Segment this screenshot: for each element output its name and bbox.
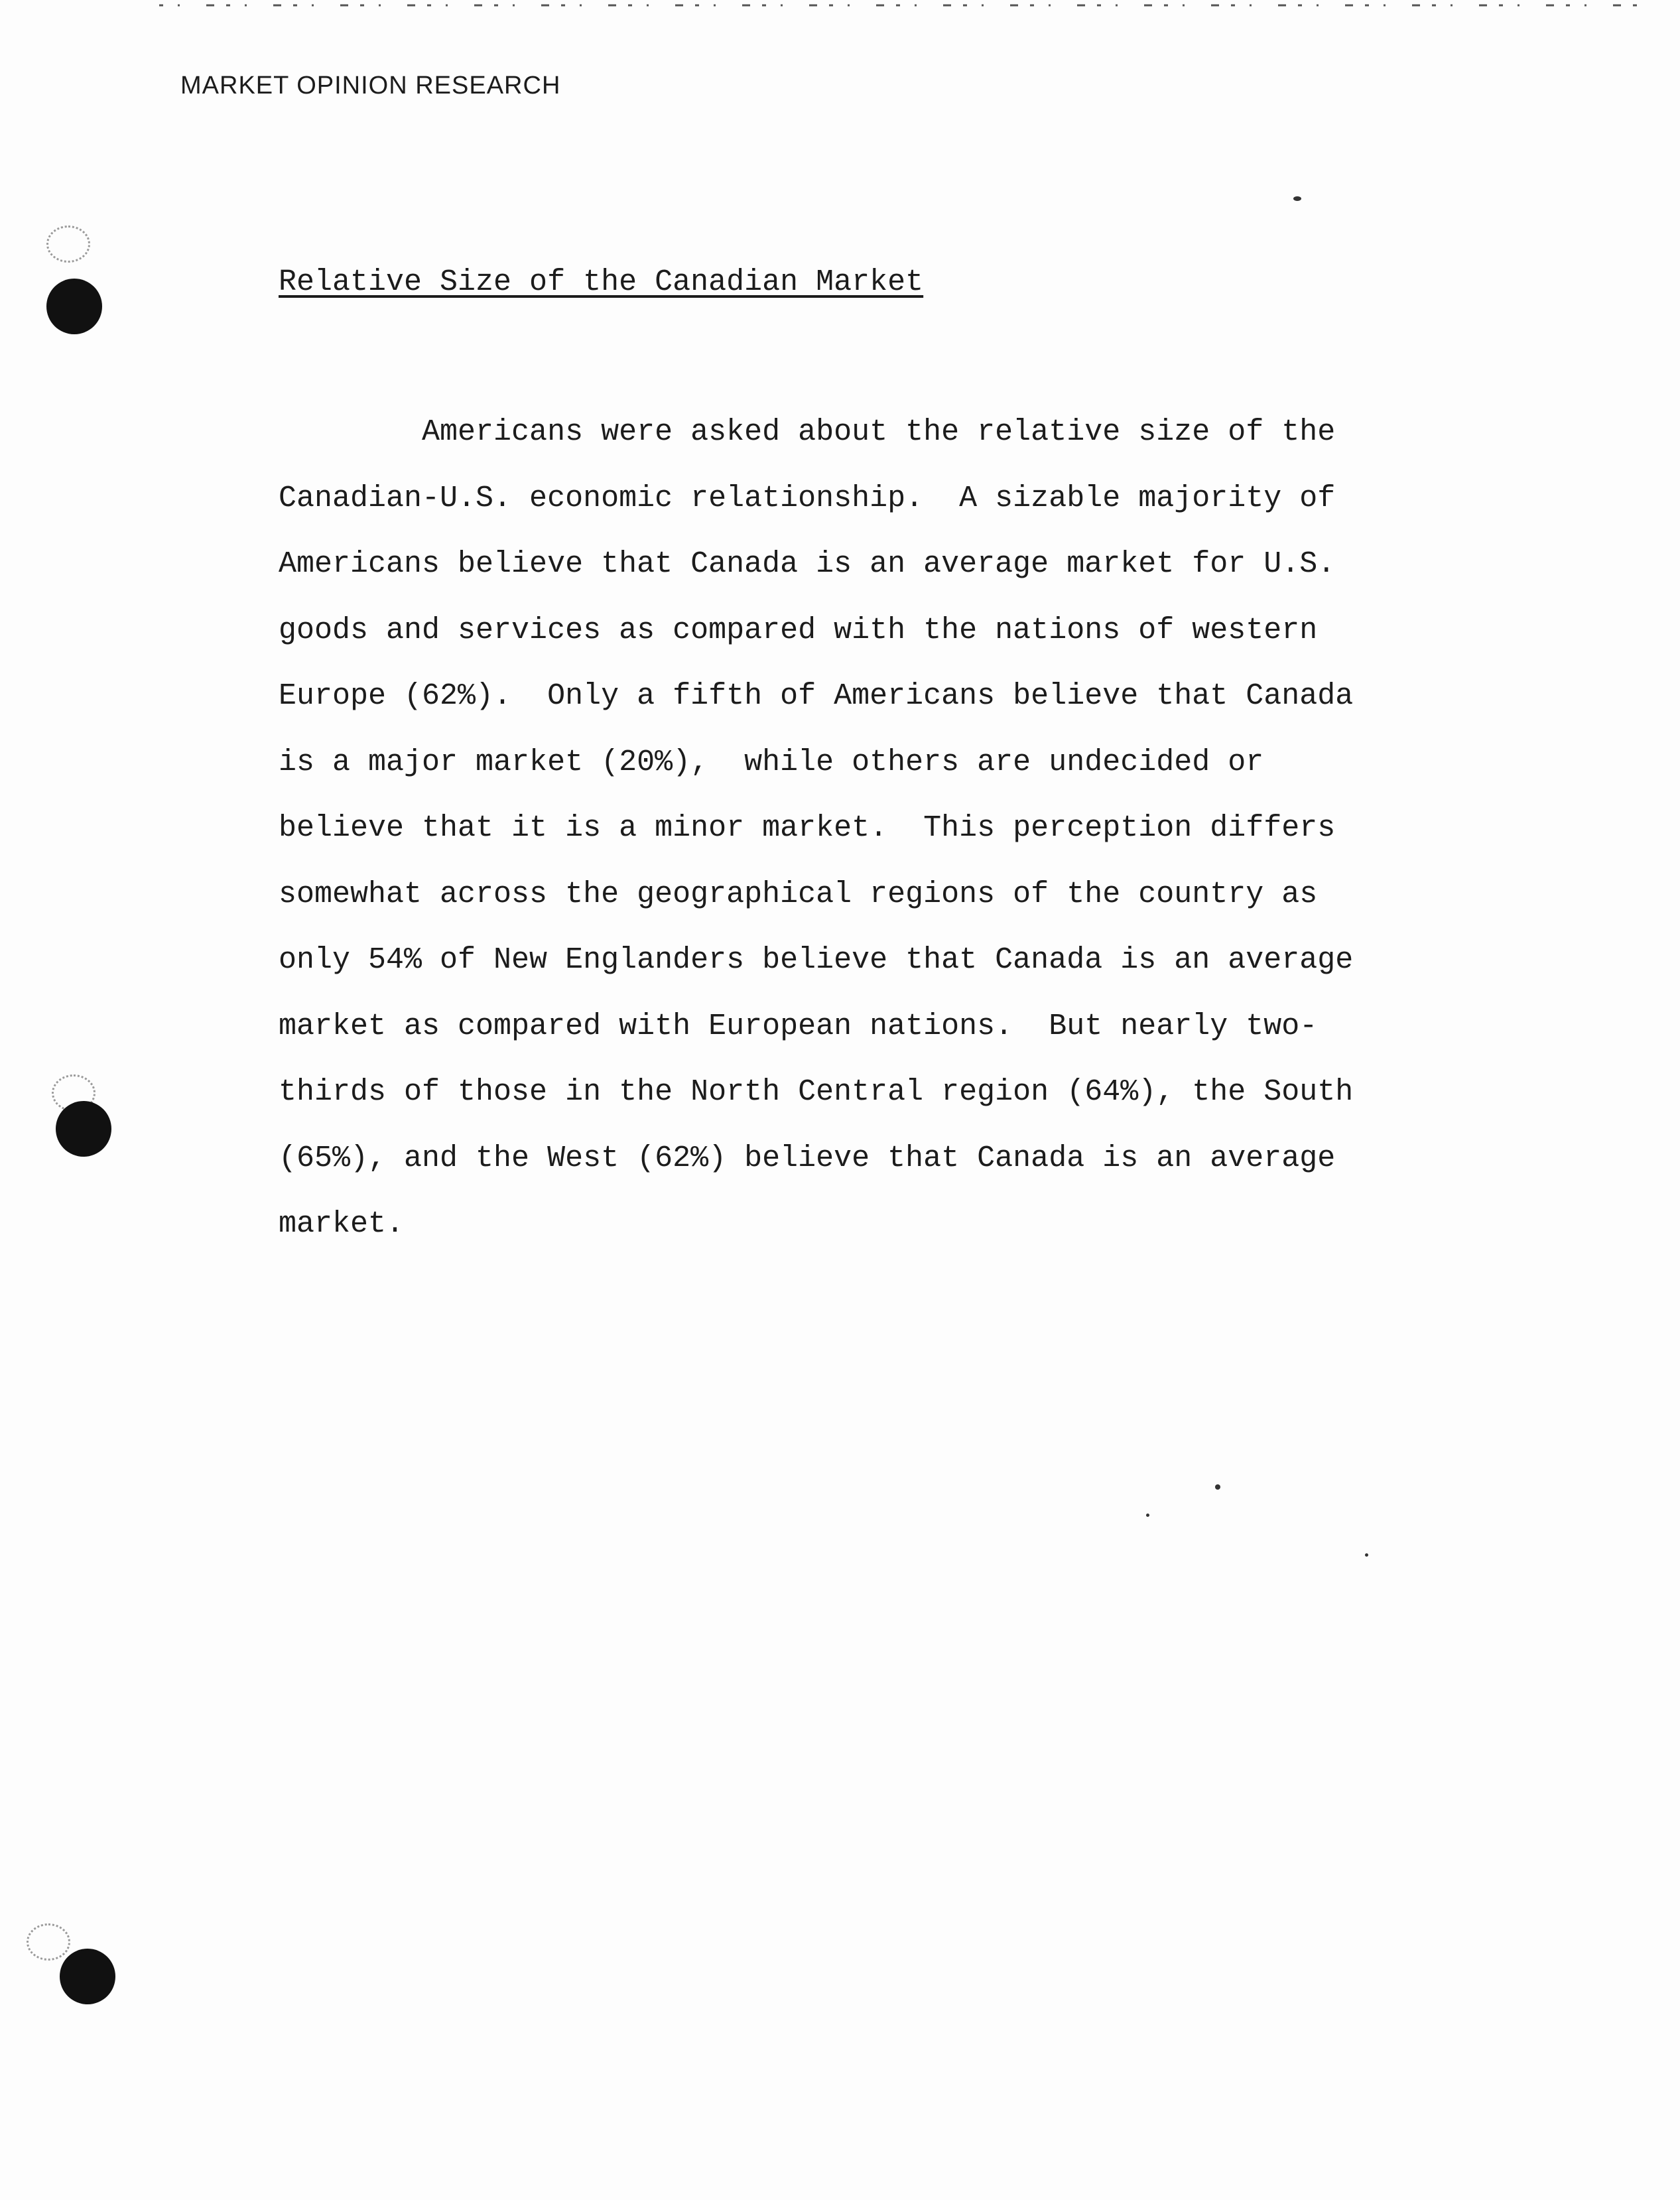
scan-speck	[1293, 196, 1301, 201]
body-line: believe that it is a minor market. This perception differs	[279, 811, 1336, 845]
body-line: somewhat across the geographical regions of the country as	[279, 877, 1318, 911]
letterhead-organization: MARKET OPINION RESEARCH	[180, 72, 561, 99]
scan-edge-noise	[0, 0, 1680, 8]
punch-hole-ring-top	[46, 226, 90, 263]
body-line: (65%), and the West (62%) believe that Canada is an average	[279, 1141, 1336, 1175]
punch-hole-ring-bottom	[27, 1923, 70, 1961]
punch-hole-bottom	[60, 1949, 115, 2004]
body-line: only 54% of New Englanders believe that Canada is an average	[279, 943, 1354, 977]
scan-speck	[1365, 1553, 1368, 1557]
body-line: is a major market (20%), while others are undecided or	[279, 745, 1264, 779]
body-line: thirds of those in the North Central region (64%), the South	[279, 1075, 1354, 1109]
body-line: Canadian-U.S. economic relationship. A sizable majority of	[279, 481, 1336, 515]
body-line: Europe (62%). Only a fifth of Americans believe that Canada	[279, 679, 1354, 713]
body-line: Americans believe that Canada is an average market for U.S.	[279, 547, 1336, 581]
punch-hole-middle	[56, 1101, 111, 1157]
body-line: market as compared with European nations. But nearly two-	[279, 1009, 1318, 1043]
body-paragraph	[279, 399, 1506, 1258]
scan-speck	[1215, 1484, 1220, 1490]
section-heading: Relative Size of the Canadian Market	[279, 265, 924, 299]
punch-hole-top	[46, 279, 102, 334]
body-line: goods and services as compared with the nations of western	[279, 613, 1318, 647]
scan-speck	[1146, 1514, 1149, 1517]
body-line: market.	[279, 1207, 405, 1241]
body-line: Americans were asked about the relative size of the	[279, 415, 1336, 449]
